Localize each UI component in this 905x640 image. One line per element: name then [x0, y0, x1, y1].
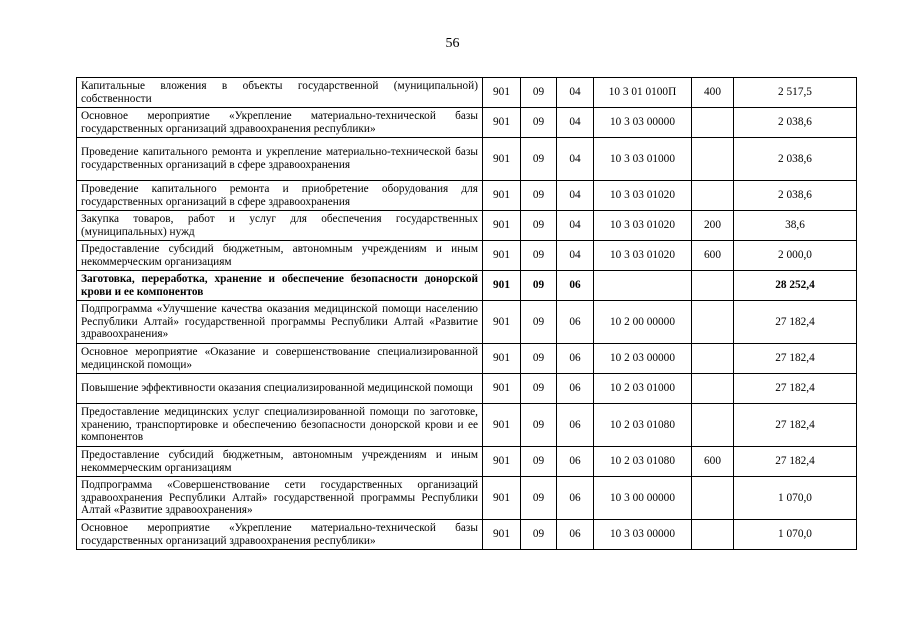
- ministry-code-cell: 901: [483, 138, 521, 181]
- ministry-code-cell: 901: [483, 404, 521, 447]
- ministry-code-cell: 901: [483, 520, 521, 550]
- amount-cell: 2 000,0: [734, 241, 857, 271]
- table-row: [77, 404, 857, 447]
- ministry-code-cell: 901: [483, 447, 521, 477]
- expense-name-cell: Предоставление субсидий бюджетным, автономным учреждениям и иным некоммерческим организациям: [77, 241, 483, 271]
- section-code-cell: 09: [521, 211, 557, 241]
- subsection-code-cell: 04: [557, 211, 594, 241]
- section-code-cell: 09: [521, 520, 557, 550]
- table-row: [77, 447, 857, 477]
- ministry-code-cell: 901: [483, 477, 521, 520]
- expense-type-cell: [692, 404, 734, 447]
- table-row: [77, 78, 857, 108]
- expense-name-cell: Проведение капитального ремонта и приобретение оборудования для государственных организаций в сфере здравоохранения: [77, 181, 483, 211]
- expense-type-cell: [692, 520, 734, 550]
- expense-name-cell: Основное мероприятие «Укрепление материально-технической базы государственных организаций здравоохранения республики»: [77, 520, 483, 550]
- section-code-cell: 09: [521, 241, 557, 271]
- subsection-code-cell: 04: [557, 138, 594, 181]
- amount-cell: 2 038,6: [734, 138, 857, 181]
- subsection-code-cell: 06: [557, 301, 594, 344]
- target-article-cell: 10 3 03 00000: [594, 520, 692, 550]
- expense-type-cell: [692, 108, 734, 138]
- subsection-code-cell: 06: [557, 477, 594, 520]
- section-code-cell: 09: [521, 404, 557, 447]
- section-code-cell: 09: [521, 78, 557, 108]
- table-row: [77, 520, 857, 550]
- target-article-cell: 10 2 03 01080: [594, 447, 692, 477]
- subsection-code-cell: 06: [557, 447, 594, 477]
- budget-table: [76, 77, 857, 550]
- table-row: [77, 211, 857, 241]
- subsection-code-cell: 06: [557, 404, 594, 447]
- page-number: 56: [445, 36, 460, 51]
- ministry-code-cell: 901: [483, 374, 521, 404]
- table-row: [77, 301, 857, 344]
- target-article-cell: 10 3 03 01020: [594, 181, 692, 211]
- subsection-code-cell: 04: [557, 181, 594, 211]
- amount-cell: 2 038,6: [734, 108, 857, 138]
- ministry-code-cell: 901: [483, 301, 521, 344]
- expense-name-cell: Повышение эффективности оказания специализированной медицинской помощи: [77, 374, 483, 404]
- amount-cell: 2 517,5: [734, 78, 857, 108]
- target-article-cell: 10 3 03 01020: [594, 211, 692, 241]
- expense-name-cell: Заготовка, переработка, хранение и обеспечение безопасности донорской крови и ее компонентов: [77, 271, 483, 301]
- section-code-cell: 09: [521, 344, 557, 374]
- target-article-cell: 10 3 01 0100П: [594, 78, 692, 108]
- target-article-cell: 10 3 03 01000: [594, 138, 692, 181]
- ministry-code-cell: 901: [483, 108, 521, 138]
- section-code-cell: 09: [521, 271, 557, 301]
- ministry-code-cell: 901: [483, 241, 521, 271]
- target-article-cell: 10 3 03 00000: [594, 108, 692, 138]
- amount-cell: 1 070,0: [734, 520, 857, 550]
- subsection-code-cell: 04: [557, 241, 594, 271]
- table-row: [77, 241, 857, 271]
- expense-name-cell: Проведение капитального ремонта и укрепление материально-технической базы государственных организаций в сфере здравоохранения: [77, 138, 483, 181]
- section-code-cell: 09: [521, 138, 557, 181]
- expense-name-cell: Подпрограмма «Совершенствование сети государственных организаций здравоохранения Республики Алтай» государственной программы Республики Алтай «Развитие здравоохранения»: [77, 477, 483, 520]
- amount-cell: 28 252,4: [734, 271, 857, 301]
- expense-name-cell: Подпрограмма «Улучшение качества оказания медицинской помощи населению Республики Алтай» государственной программы Республики Алтай «Развитие здравоохранения»: [77, 301, 483, 344]
- amount-cell: 27 182,4: [734, 404, 857, 447]
- expense-type-cell: 400: [692, 78, 734, 108]
- section-code-cell: 09: [521, 181, 557, 211]
- amount-cell: 27 182,4: [734, 301, 857, 344]
- expense-type-cell: [692, 181, 734, 211]
- expense-name-cell: Предоставление субсидий бюджетным, автономным учреждениям и иным некоммерческим организациям: [77, 447, 483, 477]
- target-article-cell: 10 2 03 01000: [594, 374, 692, 404]
- ministry-code-cell: 901: [483, 271, 521, 301]
- table-row: [77, 477, 857, 520]
- expense-type-cell: [692, 271, 734, 301]
- table-row: [77, 138, 857, 181]
- subsection-code-cell: 06: [557, 520, 594, 550]
- table-row: [77, 271, 857, 301]
- section-code-cell: 09: [521, 447, 557, 477]
- ministry-code-cell: 901: [483, 181, 521, 211]
- target-article-cell: 10 3 00 00000: [594, 477, 692, 520]
- subsection-code-cell: 06: [557, 374, 594, 404]
- ministry-code-cell: 901: [483, 78, 521, 108]
- table-row: [77, 181, 857, 211]
- target-article-cell: [594, 271, 692, 301]
- section-code-cell: 09: [521, 477, 557, 520]
- expense-name-cell: Основное мероприятие «Укрепление материально-технической базы государственных организаций здравоохранения республики»: [77, 108, 483, 138]
- expense-name-cell: Предоставление медицинских услуг специализированной помощи по заготовке, хранению, транспортировке и обеспечению безопасности донорской крови и ее компонентов: [77, 404, 483, 447]
- amount-cell: 27 182,4: [734, 374, 857, 404]
- target-article-cell: 10 2 03 01080: [594, 404, 692, 447]
- expense-type-cell: [692, 477, 734, 520]
- expense-type-cell: [692, 138, 734, 181]
- budget-table-body: [77, 78, 857, 550]
- ministry-code-cell: 901: [483, 211, 521, 241]
- section-code-cell: 09: [521, 301, 557, 344]
- expense-type-cell: 600: [692, 241, 734, 271]
- amount-cell: 2 038,6: [734, 181, 857, 211]
- ministry-code-cell: 901: [483, 344, 521, 374]
- target-article-cell: 10 2 00 00000: [594, 301, 692, 344]
- table-row: [77, 108, 857, 138]
- expense-type-cell: [692, 301, 734, 344]
- expense-name-cell: Закупка товаров, работ и услуг для обеспечения государственных (муниципальных) нужд: [77, 211, 483, 241]
- section-code-cell: 09: [521, 108, 557, 138]
- amount-cell: 1 070,0: [734, 477, 857, 520]
- expense-name-cell: Капитальные вложения в объекты государственной (муниципальной) собственности: [77, 78, 483, 108]
- target-article-cell: 10 3 03 01020: [594, 241, 692, 271]
- table-row: [77, 344, 857, 374]
- table-row: [77, 374, 857, 404]
- amount-cell: 27 182,4: [734, 447, 857, 477]
- subsection-code-cell: 06: [557, 271, 594, 301]
- target-article-cell: 10 2 03 00000: [594, 344, 692, 374]
- subsection-code-cell: 06: [557, 344, 594, 374]
- section-code-cell: 09: [521, 374, 557, 404]
- amount-cell: 27 182,4: [734, 344, 857, 374]
- expense-type-cell: 600: [692, 447, 734, 477]
- subsection-code-cell: 04: [557, 78, 594, 108]
- expense-type-cell: 200: [692, 211, 734, 241]
- amount-cell: 38,6: [734, 211, 857, 241]
- expense-type-cell: [692, 344, 734, 374]
- expense-type-cell: [692, 374, 734, 404]
- subsection-code-cell: 04: [557, 108, 594, 138]
- expense-name-cell: Основное мероприятие «Оказание и совершенствование специализированной медицинской помощи»: [77, 344, 483, 374]
